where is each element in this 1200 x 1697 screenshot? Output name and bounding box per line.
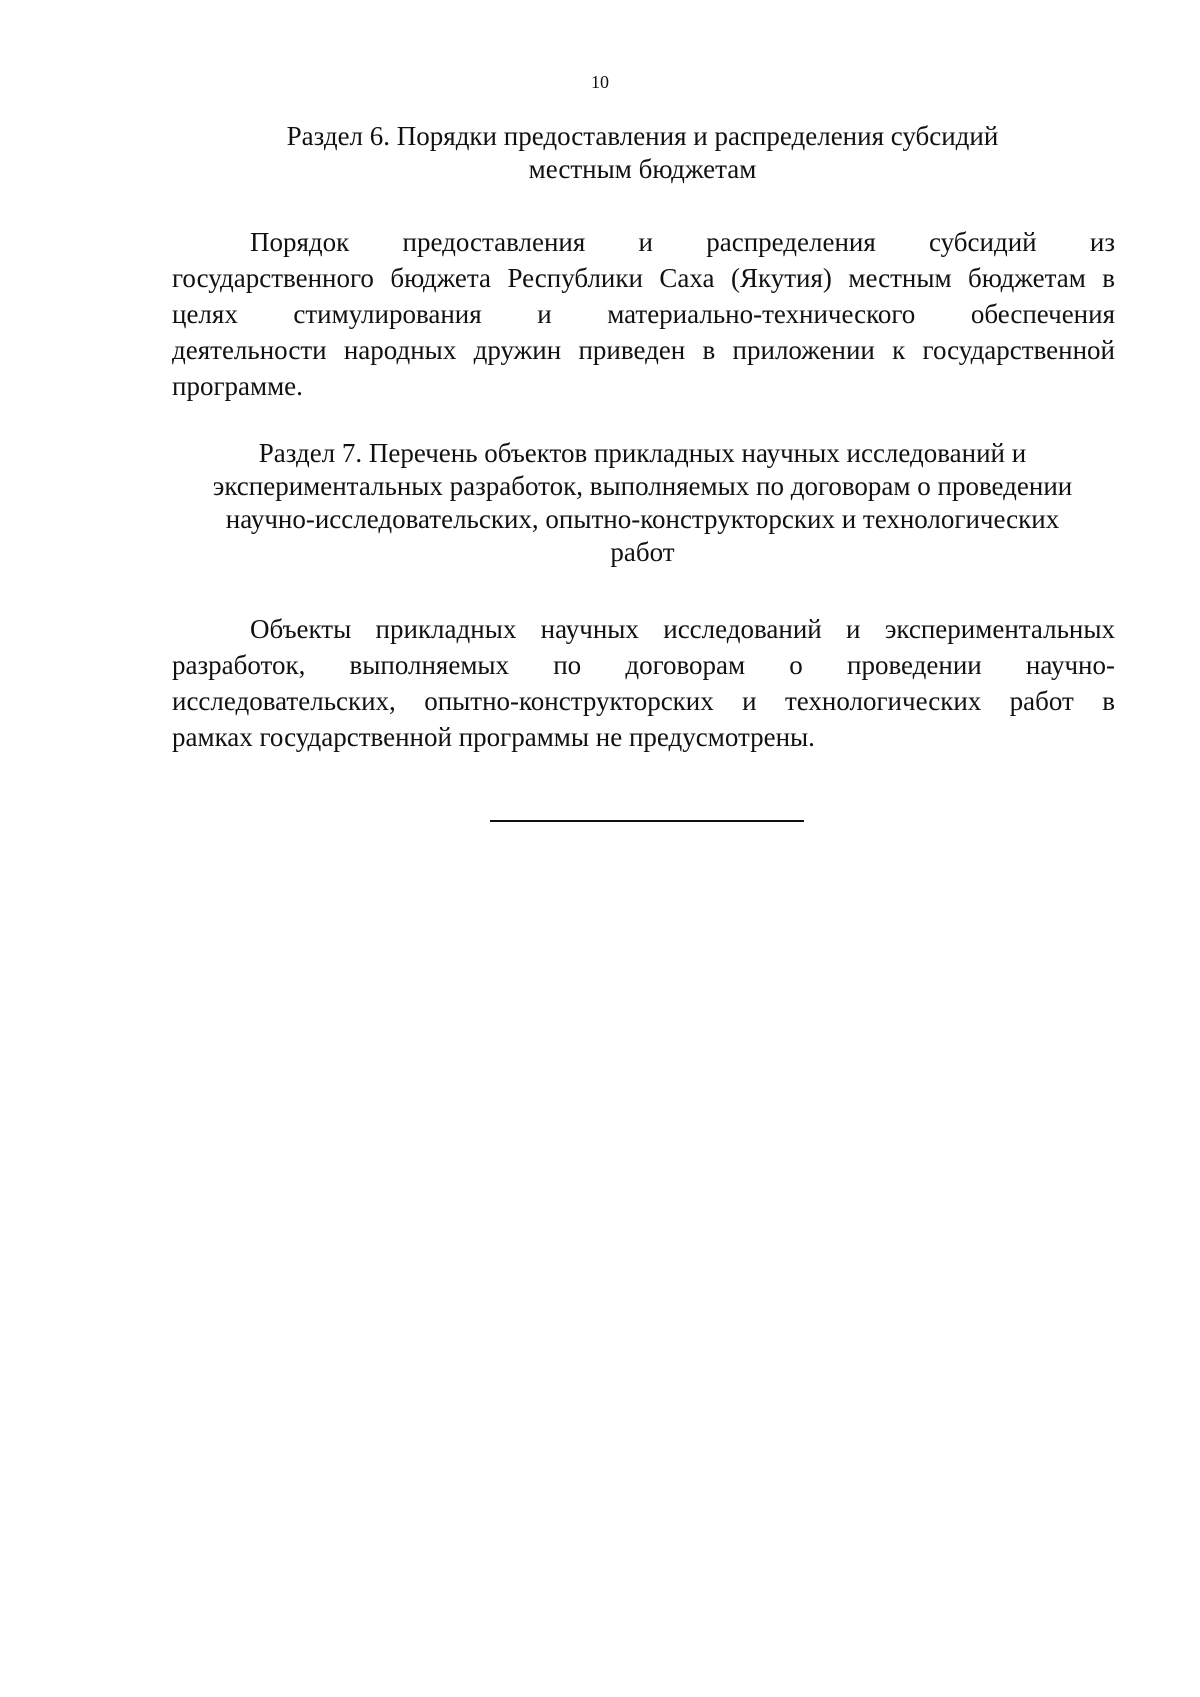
paragraph-line: государственного бюджета Республики Саха (Якутия) местным бюджетам в (172, 263, 1115, 293)
section-6-heading-line: местным бюджетам (528, 154, 757, 184)
paragraph-line: Объекты прикладных научных исследований и экспериментальных (250, 614, 1115, 644)
section-7-heading-line: научно-исследовательских, опытно-конструкторских и технологических (225, 504, 1060, 534)
section-7-heading (170, 437, 1115, 569)
paragraph-line: программе. (172, 371, 303, 401)
paragraph-line: исследовательских, опытно-конструкторских и технологических работ в (172, 686, 1115, 716)
section-6-heading-line: Раздел 6. Порядки предоставления и распределения субсидий (286, 121, 999, 151)
paragraph-line: разработок, выполняемых по договорам о проведении научно- (172, 650, 1115, 680)
section-6-heading (170, 120, 1115, 186)
end-of-document-rule (490, 820, 804, 822)
paragraph-line: деятельности народных дружин приведен в приложении к государственной (172, 335, 1115, 365)
paragraph-line: Порядок предоставления и распределения субсидий из (250, 227, 1115, 257)
section-7-heading-line: экспериментальных разработок, выполняемых по договорам о проведении (212, 471, 1073, 501)
section-7-heading-line: Раздел 7. Перечень объектов прикладных научных исследований и (258, 438, 1027, 468)
paragraph-line: рамках государственной программы не предусмотрены. (172, 722, 815, 752)
section-7-paragraph (172, 611, 1115, 755)
paragraph-line: целях стимулирования и материально-технического обеспечения (172, 299, 1115, 329)
page-number: 10 (591, 72, 609, 92)
section-7-heading-line: работ (610, 537, 675, 567)
section-6-paragraph (172, 224, 1115, 404)
